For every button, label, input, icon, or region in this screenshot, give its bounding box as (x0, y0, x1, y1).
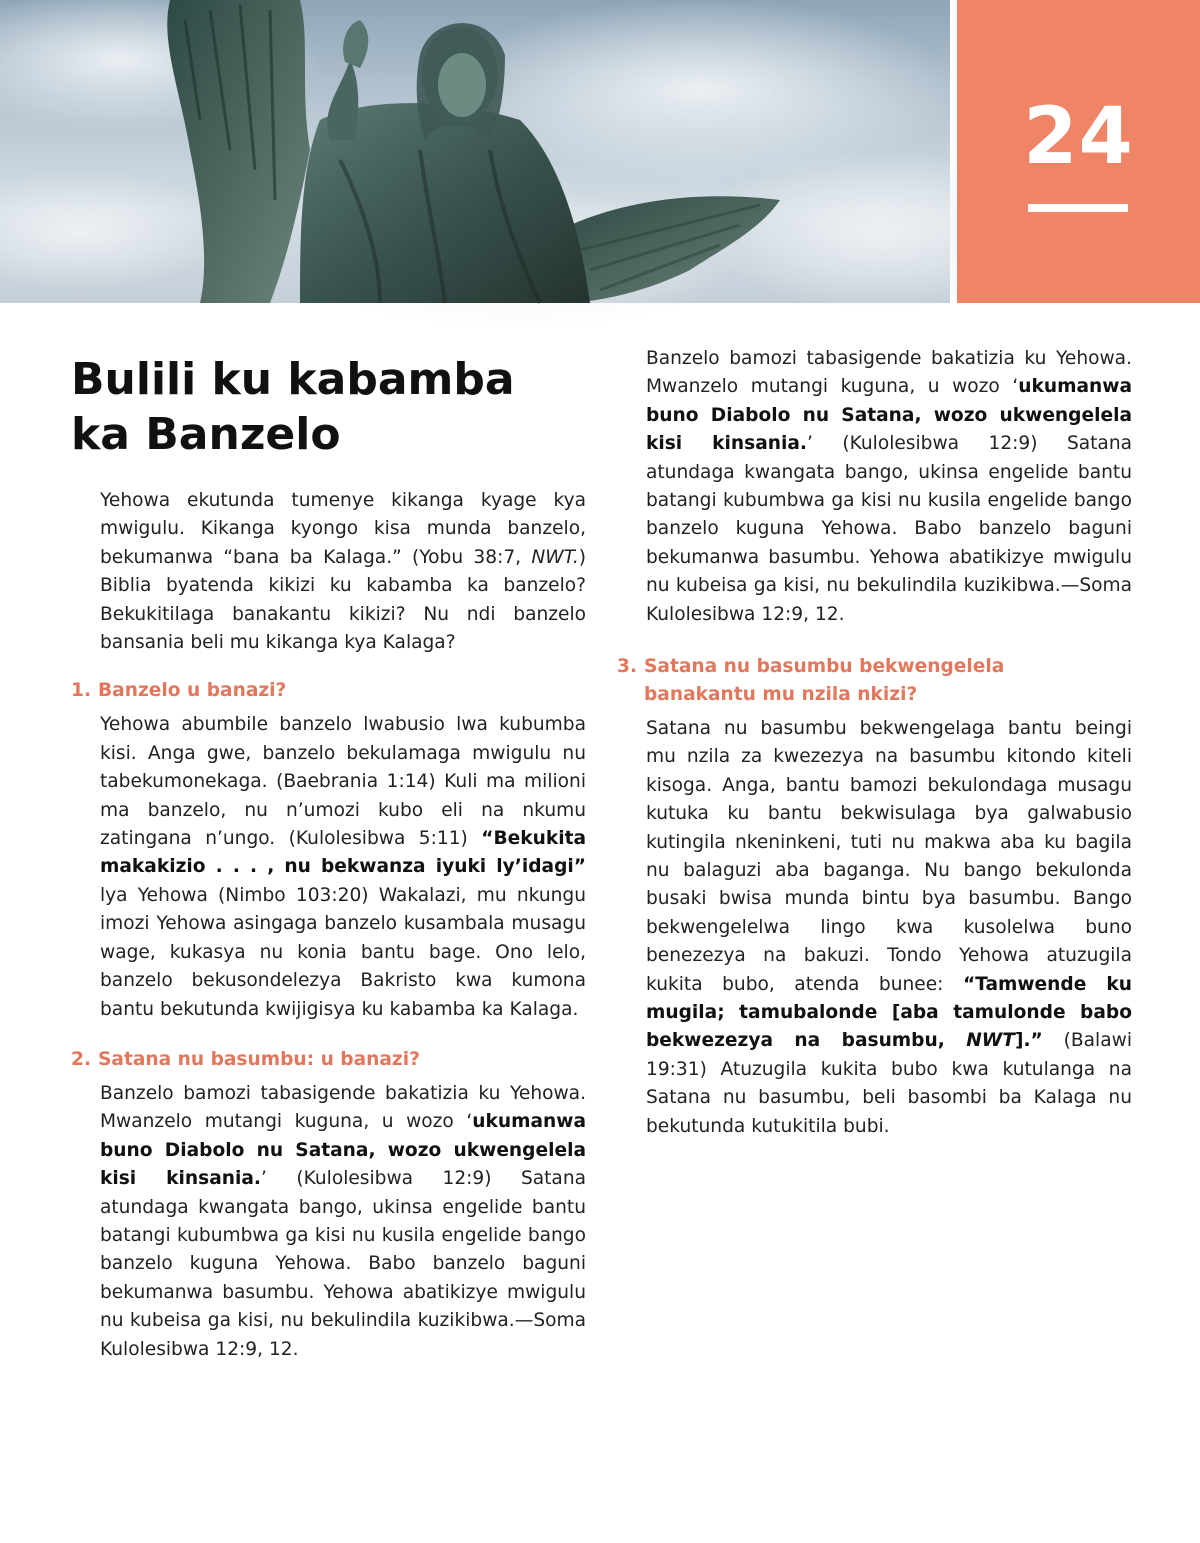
page-title-line1: Bulili ku kabamba (71, 354, 515, 405)
intro-paragraph: Yehowa ekutunda tumenye kikanga kyage kya mwigulu. Kikanga kyongo kisa munda banzelo, bekumanwa “bana ba Kalaga.” (Yobu 38:7, NWT.) Biblia byatenda kikizi ku kabamba ka banzelo? Bekukitilaga banakantu kikizi? Nu ndi banzelo bansania beli mu kikanga kya Kalaga? (100, 490, 586, 654)
left-column (71, 487, 587, 1360)
chapter-number-box (957, 0, 1200, 303)
angel-statue-image (0, 0, 950, 303)
section-heading-3: 3. Satana nu basumbu bekwengelela banakantu mu nzila nkizi? (617, 656, 1005, 705)
chapter-underline (1028, 204, 1128, 212)
section-2-paragraph-part1: Banzelo bamozi tabasigende bakatizia ku Yehowa. Mwanzelo mutangi kuguna, u wozo ‘ukumanwa buno Diabolo nu Satana, wozo ukwengelela kisi kinsania.’ (Kulolesibwa 12:9) Satana atundaga kwangata bango, ukinsa engelide bantu batangi kubumbwa ga kisi nu kusila engelide bango banzelo kuguna Yehowa. Babo banzelo baguni bekumanwa basumbu. Yehowa abatikizye mwigulu nu kubeisa ga kisi, nu bekulindila kuzikibwa.—Soma Kulolesibwa 12:9, 12. (100, 1082, 587, 1360)
section-heading-2: 2. Satana nu basumbu: u banazi? (71, 1048, 420, 1070)
page-title (71, 352, 515, 462)
section-heading-1: 1. Banzelo u banazi? (71, 680, 287, 702)
hero-image (0, 0, 950, 303)
chapter-number: 24 (1023, 92, 1134, 182)
right-column (617, 348, 1133, 1141)
page-title-line2: ka Banzelo (71, 409, 341, 460)
section-3-paragraph: Satana nu basumbu bekwengelaga bantu beingi mu nzila za kwezezya na basumbu kitondo kiteli kisoga. Anga, bantu bamozi bekulondaga musagu kutuka ku bantu bekwisulaga bya galwabusio kutingila nkeninkeni, tuti nu makwa aba ku bagila nu balaguzi aba baganga. Nu bango bekulonda busaki bwisa munda bintu bya basumbu. Bango bekwengelelwa lingo kwa kusolelwa buno benezezya na bakuzi. Tondo Yehowa atuzugila kukita bubo, atenda bunee: “Tamwende ku mugila; tamubalonde [aba tamulonde babo bekwezezya na basumbu, NWT].” (Balawi 19:31) Atuzugila kukita bubo kwa kutulanga na Satana nu basumbu, beli basombi ba Kalaga nu bekutunda kutukitila bubi. (646, 718, 1132, 1137)
section-2-paragraph-part2: Banzelo bamozi tabasigende bakatizia ku Yehowa. Mwanzelo mutangi kuguna, u wozo ‘ukumanwa buno Diabolo nu Satana, wozo ukwengelela kisi kinsania.’ (Kulolesibwa 12:9) Satana atundaga kwangata bango, ukinsa engelide bantu batangi kubumbwa ga kisi nu kusila engelide bango banzelo kuguna Yehowa. Babo banzelo baguni bekumanwa basumbu. Yehowa abatikizye mwigulu nu kubeisa ga kisi, nu bekulindila kuzikibwa.—Soma Kulolesibwa 12:9, 12. (646, 348, 1133, 625)
section-1-paragraph: Yehowa abumbile banzelo lwabusio lwa kubumba kisi. Anga gwe, banzelo bekulamaga mwigulu nu tabekumonekaga. (Baebrania 1:14) Kuli ma milioni ma banzelo, nu n’umozi kubo eli na nkumu zatingana n’ungo. (Kulolesibwa 5:11) “Bekukita makakizio . . . , nu bekwanza iyuki ly’idagi” lya Yehowa (Nimbo 103:20) Wakalazi, mu nkungu imozi Yehowa asingaga banzelo kusambala musagu wage, kukasya nu konia bantu bage. Ono lelo, banzelo bekusondelezya Bakristo kwa kumona bantu bekutunda kwijigisya ku kabamba ka Kalaga. (100, 714, 586, 1020)
